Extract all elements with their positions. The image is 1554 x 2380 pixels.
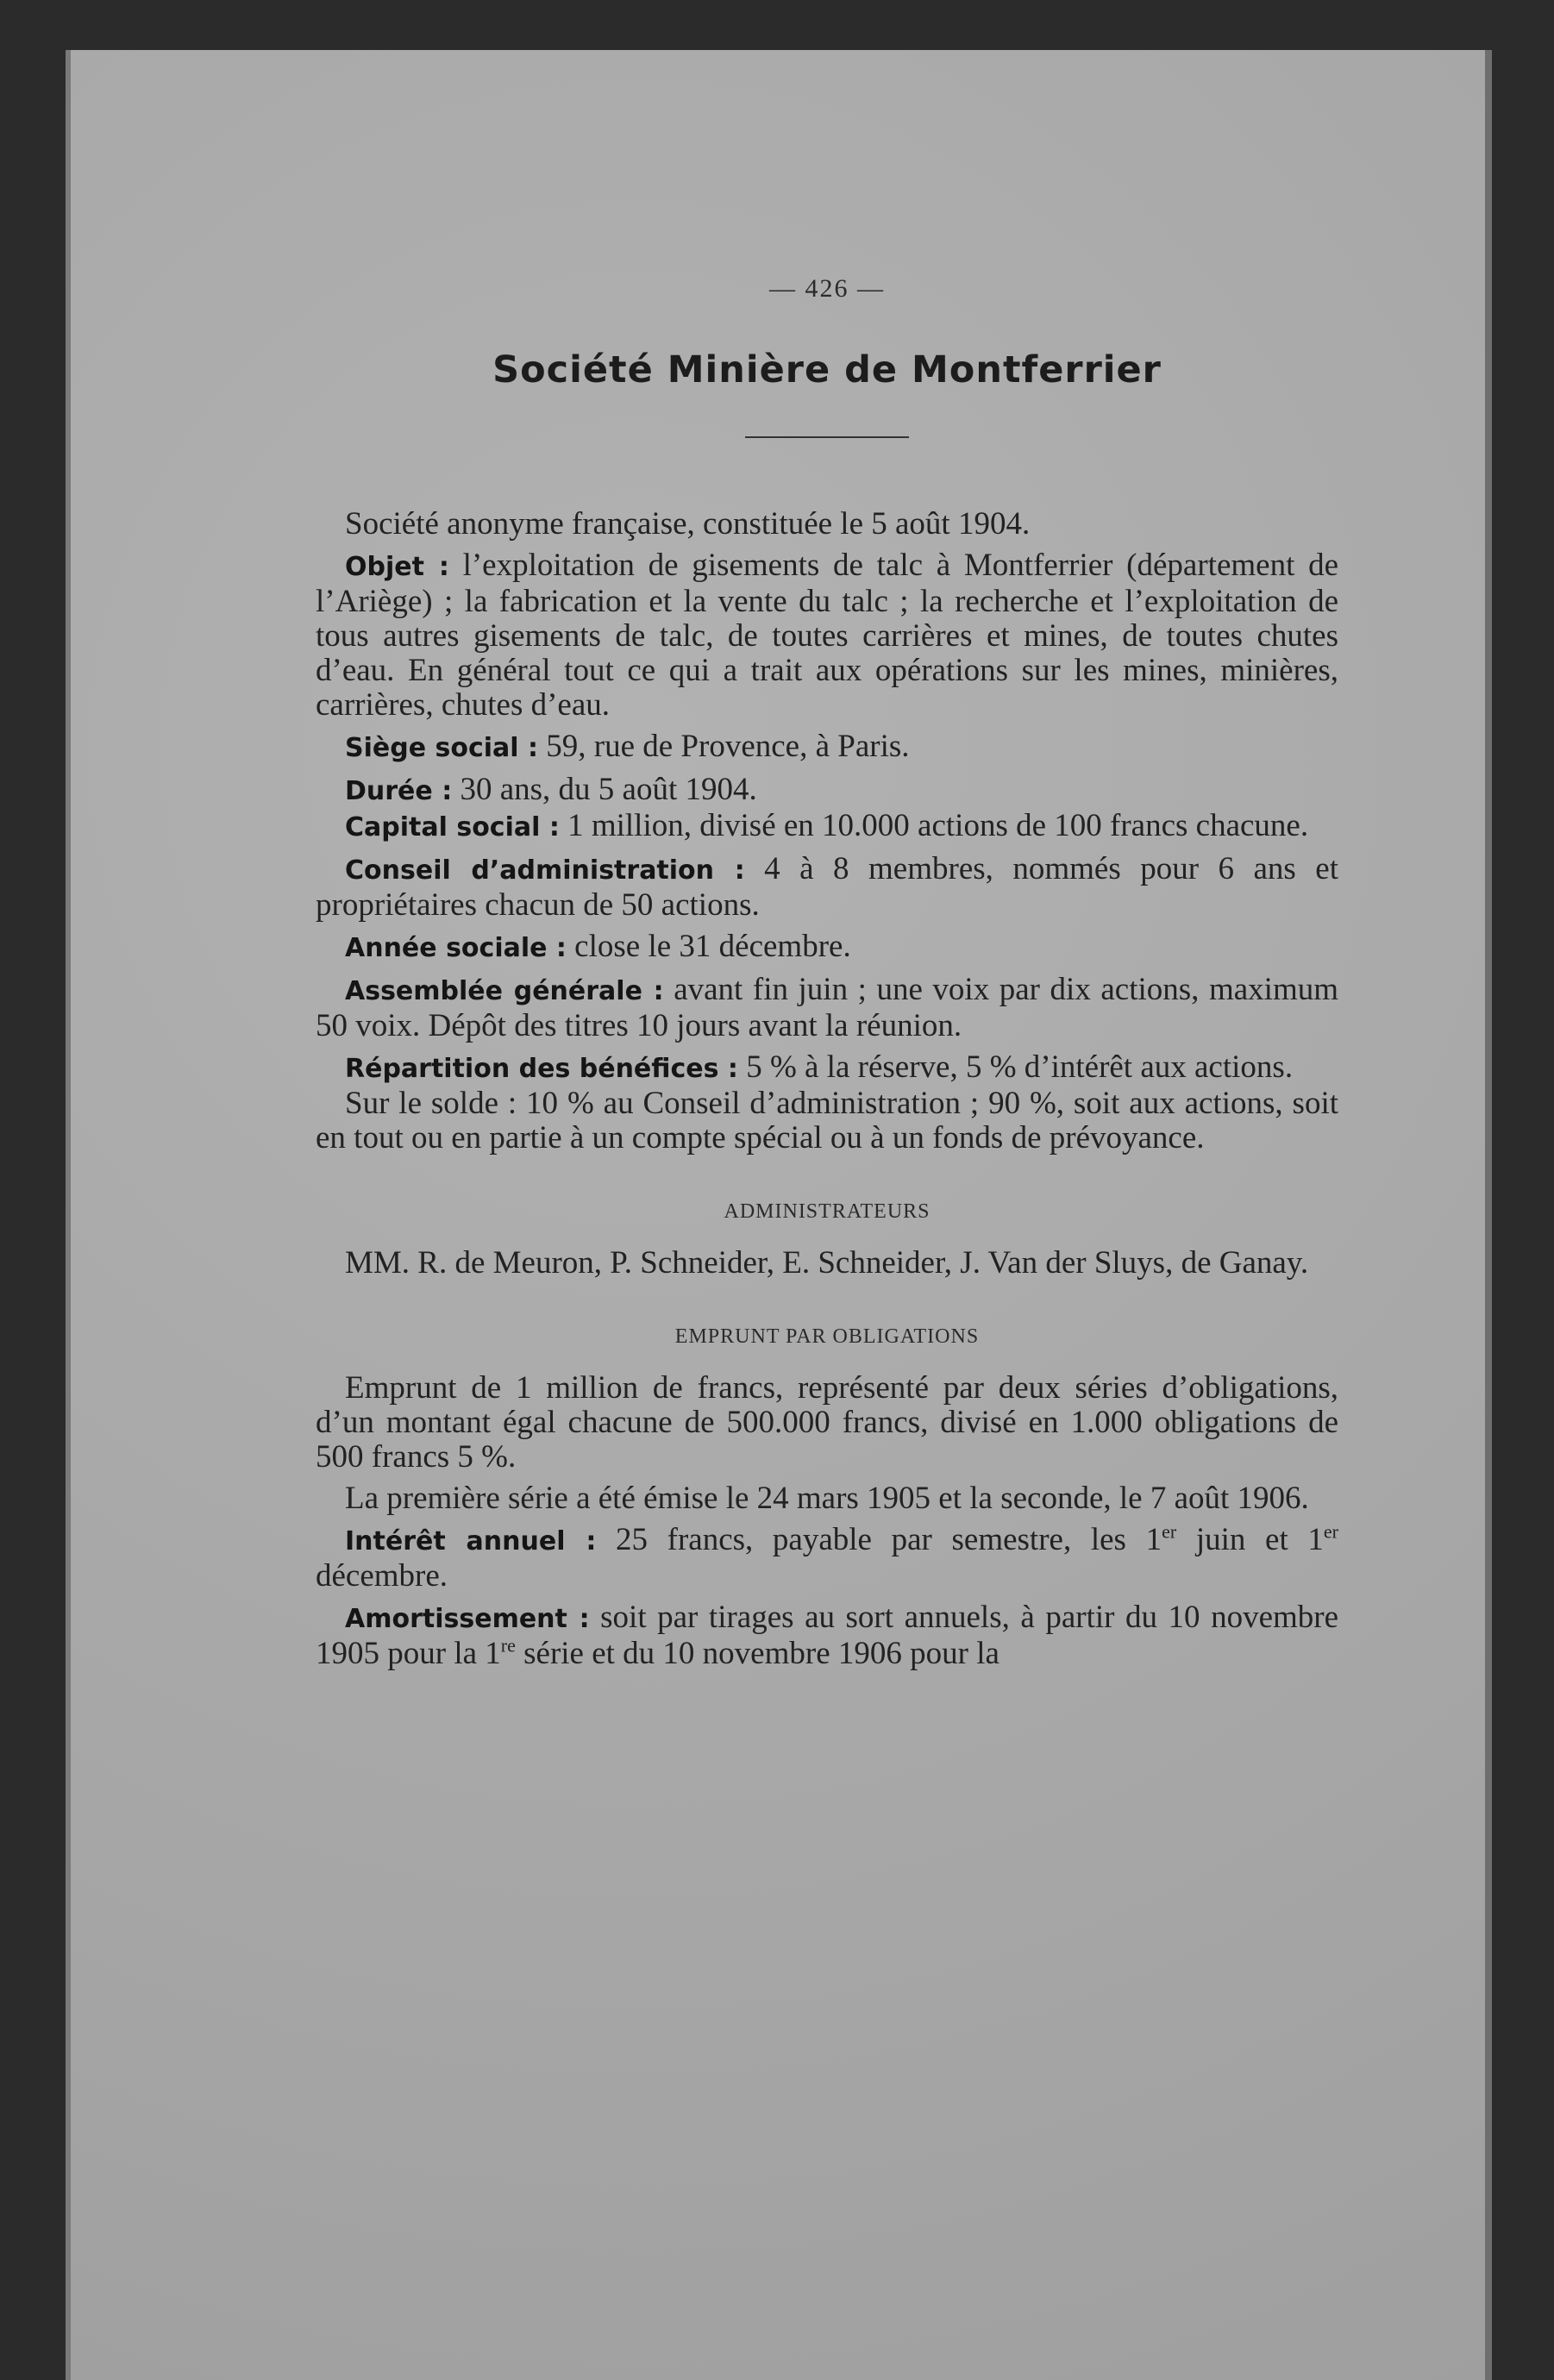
amortissement-paragraph	[316, 1600, 1338, 1671]
amortissement-text-a: soit par tirages au sort annuels, à partir du 10 novembre 1905 pour la 1	[316, 1600, 1339, 1671]
page-title: Société Minière de Montferrier	[492, 348, 1162, 391]
annee-text: close le 31 décembre.	[566, 929, 851, 964]
interet-sup-2: er	[1323, 1520, 1338, 1543]
conseil-text: 4 à 8 membres, nommés pour 6 ans et propriétaires chacun de 50 actions.	[316, 851, 1338, 923]
annee-paragraph	[316, 930, 1338, 966]
interet-label: Intérêt annuel :	[345, 1526, 597, 1556]
intro-paragraph: Société anonyme française, constituée le 5 août 1904.	[345, 506, 1031, 542]
amortissement-label: Amortissement :	[345, 1604, 590, 1634]
conseil-label: Conseil d’administration :	[345, 855, 745, 886]
objet-paragraph	[316, 548, 1338, 723]
assemblee-text: avant fin juin ; une voix par dix actions, maximum 50 voix. Dépôt des titres 10 jours avant la réunion.	[316, 972, 1338, 1043]
title-divider	[745, 436, 909, 438]
interet-text-b: juin et 1	[1176, 1522, 1324, 1557]
interet-text-c: décembre.	[316, 1558, 448, 1594]
annee-label: Année sociale :	[345, 933, 567, 963]
interet-paragraph	[316, 1520, 1338, 1594]
repartition-paragraph	[316, 1050, 1338, 1087]
assemblee-label: Assemblée générale :	[345, 976, 664, 1006]
page-number: — 426 —	[769, 274, 885, 303]
administrateurs-names: MM. R. de Meuron, P. Schneider, E. Schneider, J. Van der Sluys, de Ganay.	[345, 1245, 1309, 1281]
solde-paragraph: Sur le solde : 10 % au Conseil d’administration ; 90 %, soit aux actions, soit en tout ou en partie à un compte spécial ou à un fonds de prévoyance.	[316, 1086, 1338, 1156]
amortissement-sup: re	[500, 1634, 516, 1657]
page-content	[316, 274, 1338, 1671]
conseil-paragraph	[316, 852, 1338, 923]
interet-sup-1: er	[1162, 1520, 1177, 1543]
objet-text: l’exploitation de gisements de talc à Montferrier (département de l’Ariège) ; la fabrication et la vente du talc ; la recherche et l’exploitation de tous autres gisements de talc, de toutes carrières et mines, de toutes chutes d’eau. En général tout ce qui a trait aux opérations sur les mines, minières, carrières, chutes d’eau.	[316, 548, 1338, 723]
interet-text-a: 25 francs, payable par semestre, les 1	[596, 1522, 1162, 1557]
duree-text: 30 ans, du 5 août 1904.	[452, 772, 757, 807]
capital-label: Capital social :	[345, 812, 560, 842]
page-right-edge	[1485, 50, 1492, 2380]
repartition-text: 5 % à la réserve, 5 % d’intérêt aux actions.	[737, 1049, 1294, 1085]
assemblee-paragraph	[316, 973, 1338, 1043]
duree-paragraph	[316, 773, 1338, 809]
amortissement-text-b: série et du 10 novembre 1906 pour la	[515, 1636, 999, 1671]
capital-paragraph	[316, 809, 1338, 845]
siege-label: Siège social :	[345, 733, 539, 763]
capital-text: 1 million, divisé en 10.000 actions de 100 francs chacune.	[559, 808, 1309, 843]
emprunt-heading: EMPRUNT PAR OBLIGATIONS	[674, 1325, 980, 1348]
emprunt-paragraph-1: Emprunt de 1 million de francs, représenté par deux séries d’obligations, d’un montant égal chacune de 500.000 francs, divisé en 1.000 obligations de 500 francs 5 %.	[316, 1370, 1338, 1475]
administrateurs-heading: ADMINISTRATEURS	[724, 1200, 931, 1223]
emprunt-paragraph-2: La première série a été émise le 24 mars 1905 et la seconde, le 7 août 1906.	[345, 1481, 1309, 1516]
siege-paragraph	[316, 730, 1338, 766]
repartition-label: Répartition des bénéfices :	[345, 1054, 738, 1084]
duree-label: Durée :	[345, 776, 453, 806]
objet-label: Objet :	[345, 552, 449, 582]
siege-text: 59, rue de Provence, à Paris.	[538, 729, 910, 764]
